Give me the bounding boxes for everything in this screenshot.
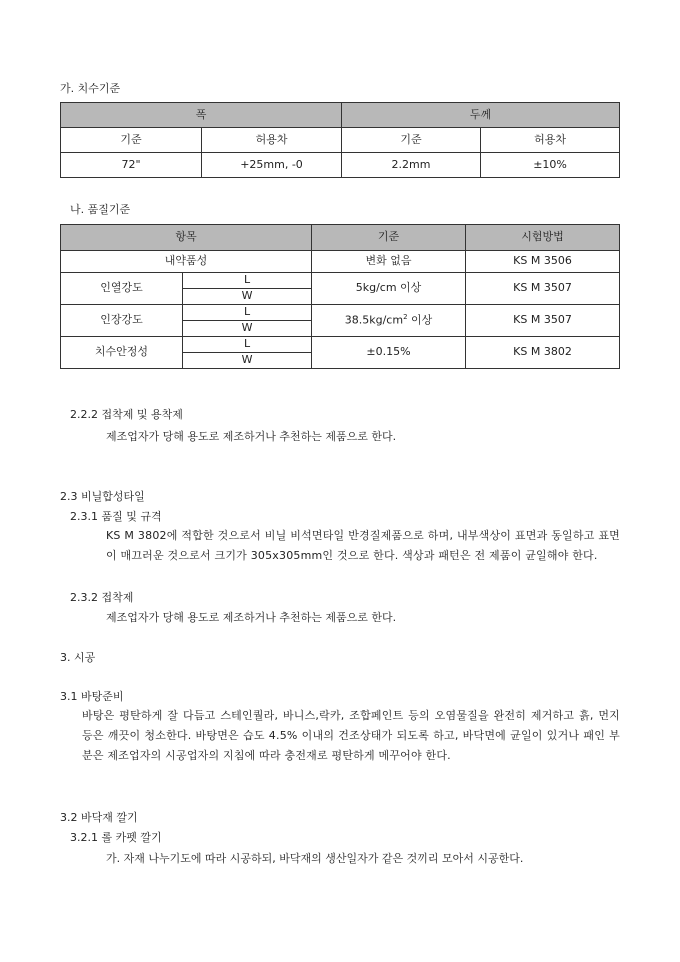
cell-width-standard: 72" <box>61 153 202 178</box>
cell-drug-method: KS M 3506 <box>466 251 620 273</box>
header-item: 항목 <box>61 225 312 251</box>
heading-3-1: 3.1 바탕준비 <box>60 690 124 703</box>
cell-tensile-standard: $38.5kg/cm^2$ 이상 <box>312 305 466 337</box>
section-title-dimension: 가. 치수기준 <box>60 82 121 95</box>
heading-2-3-2: 2.3.2 접착제 <box>70 591 134 604</box>
cell-tensile-l: L <box>183 305 312 321</box>
cell-tear-standard: 5kg/cm 이상 <box>312 273 466 305</box>
heading-3-2-1: 3.2.1 롤 카펫 깔기 <box>70 831 162 844</box>
cell-tensile-w: W <box>183 321 312 337</box>
cell-thickness-tolerance: ±10% <box>481 153 620 178</box>
header-width-standard: 기준 <box>61 128 202 153</box>
cell-drug-standard: 변화 없음 <box>312 251 466 273</box>
section-title-quality: 나. 품질기준 <box>70 203 131 216</box>
body-3-1: 바탕은 평탄하게 잘 다듬고 스테인퀄라, 바니스,락카, 조합페인트 등의 오염물질을 완전히 제거하고 흙, 먼지 등은 깨끗이 청소한다. 바탕면은 습도 4.5% 이내의 건조상태가 되도록 하고, 바닥면에 균일이 있거나 패인 부분은 제조업자의 시공업자의 지침에 따라 충전재로 평탄하게 메꾸어야 한다. <box>82 709 620 762</box>
cell-tear-w: W <box>183 289 312 305</box>
cell-tensile-item: 인장강도 <box>61 305 183 337</box>
cell-tear-method: KS M 3507 <box>466 273 620 305</box>
heading-2-3-1: 2.3.1 품질 및 규격 <box>70 510 162 523</box>
header-thickness-standard: 기준 <box>342 128 481 153</box>
dimension-table <box>60 102 620 178</box>
cell-thickness-standard: 2.2mm <box>342 153 481 178</box>
cell-dim-w: W <box>183 353 312 369</box>
cell-width-tolerance: +25mm, -0 <box>202 153 342 178</box>
body-2-3-2: 제조업자가 당해 용도로 제조하거나 추천하는 제품으로 한다. <box>106 611 397 624</box>
header-standard: 기준 <box>312 225 466 251</box>
cell-drug-item: 내약품성 <box>61 251 312 273</box>
heading-3-2: 3.2 바닥재 깔기 <box>60 811 138 824</box>
body-2-2-2: 제조업자가 당해 용도로 제조하거나 추천하는 제품으로 한다. <box>106 430 397 443</box>
header-width-tolerance: 허용차 <box>202 128 342 153</box>
cell-tensile-method: KS M 3507 <box>466 305 620 337</box>
heading-3: 3. 시공 <box>60 651 96 664</box>
cell-dim-standard: ±0.15% <box>312 337 466 369</box>
quality-table <box>60 224 620 369</box>
header-thickness-tolerance: 허용차 <box>481 128 620 153</box>
cell-dim-l: L <box>183 337 312 353</box>
header-method: 시험방법 <box>466 225 620 251</box>
header-thickness: 두께 <box>342 103 620 128</box>
heading-2-3: 2.3 비닐합성타일 <box>60 490 145 503</box>
cell-dim-method: KS M 3802 <box>466 337 620 369</box>
heading-2-2-2: 2.2.2 접착제 및 용착제 <box>70 408 183 421</box>
body-2-3-1: KS M 3802에 적합한 것으로서 비닐 비석면타일 반경질제품으로 하며, 내부색상이 표면과 동일하고 표면이 매끄러운 것으로서 크기가 305x305mm인 것으로 한다. 색상과 패턴은 전 제품이 균일해야 한다. <box>106 529 620 562</box>
cell-tear-l: L <box>183 273 312 289</box>
cell-tear-item: 인열강도 <box>61 273 183 305</box>
cell-dim-item: 치수안정성 <box>61 337 183 369</box>
body-3-2-1: 가. 자재 나누기도에 따라 시공하되, 바닥재의 생산일자가 같은 것끼리 모아서 시공한다. <box>106 852 524 865</box>
header-width: 폭 <box>61 103 342 128</box>
